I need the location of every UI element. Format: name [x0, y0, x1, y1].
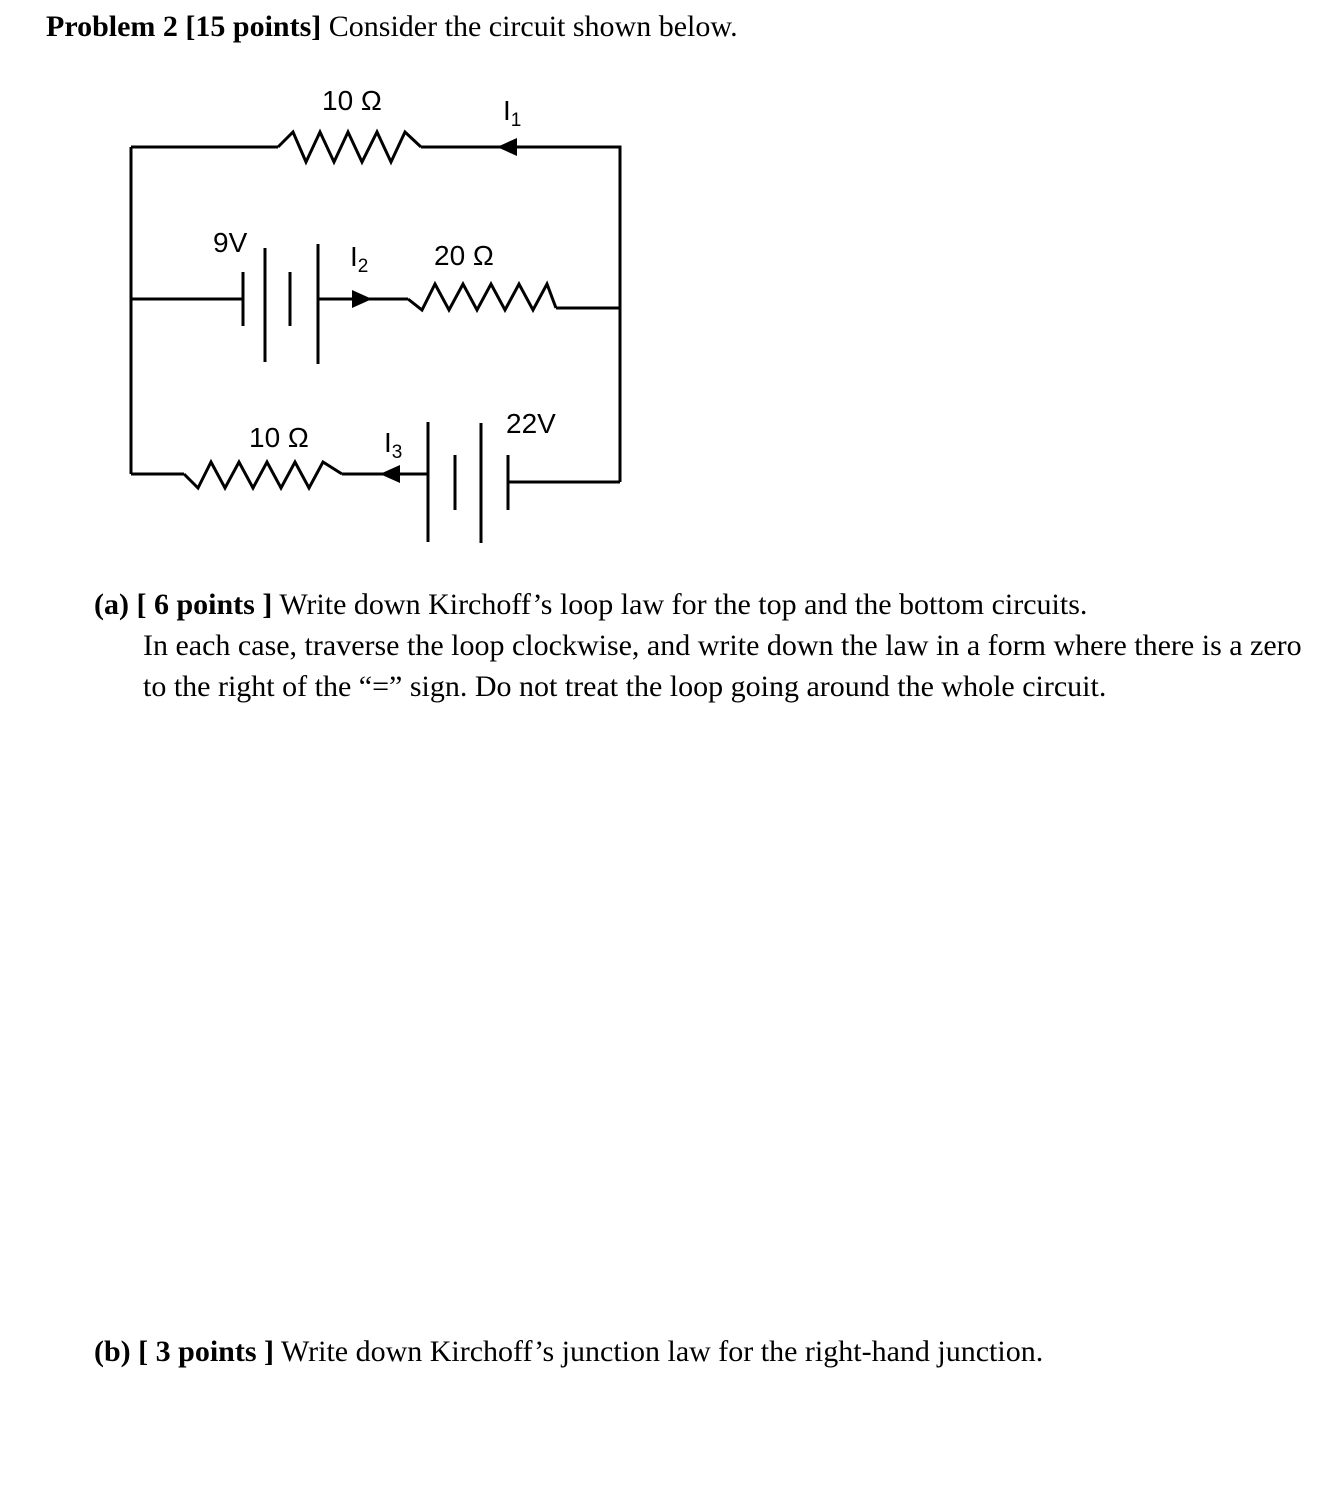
part-a-question: Write down Kirchoff’s loop law for the top and the bottom circuits. [279, 588, 1088, 621]
current-label-i2: I2 [350, 241, 369, 277]
middle-resistor-label: 20 Ω [434, 240, 494, 271]
circuit-diagram [0, 0, 700, 560]
part-b-question: Write down Kirchoff’s junction law for the right-hand junction. [281, 1335, 1044, 1368]
part-b-points: [ 3 points ] [138, 1335, 275, 1368]
current-label-i3: I3 [384, 427, 403, 463]
middle-branch-wire [131, 299, 620, 308]
current-label-i1: I1 [503, 95, 522, 131]
bottom-resistor-zigzag [184, 462, 342, 488]
part-b-marker: (b) [94, 1335, 131, 1368]
current-arrow-i1 [497, 138, 517, 156]
part-b [94, 1331, 1043, 1372]
part-a-instructions: In each case, traverse the loop clockwise, and write down the law in a form where there is a zero to the right of the “=” sign. Do not treat the loop going around the whole circuit. [143, 629, 1302, 703]
current-arrow-i2 [352, 290, 372, 308]
part-a-marker: (a) [94, 588, 129, 621]
bottom-battery-label: 22V [506, 408, 556, 439]
current-arrow-i3 [380, 465, 400, 483]
problem-text: Consider the circuit shown below. [328, 10, 738, 43]
part-a [94, 584, 1309, 707]
part-a-points: [ 6 points ] [136, 588, 273, 621]
top-resistor-label: 10 Ω [322, 85, 382, 116]
bottom-resistor-label: 10 Ω [249, 422, 309, 453]
left-battery-label: 9V [213, 227, 248, 258]
problem-label: Problem 2 [15 points] [46, 10, 322, 43]
middle-resistor-zigzag [408, 284, 556, 310]
part-a-first-line [94, 584, 1309, 625]
top-resistor-zigzag [278, 132, 421, 162]
